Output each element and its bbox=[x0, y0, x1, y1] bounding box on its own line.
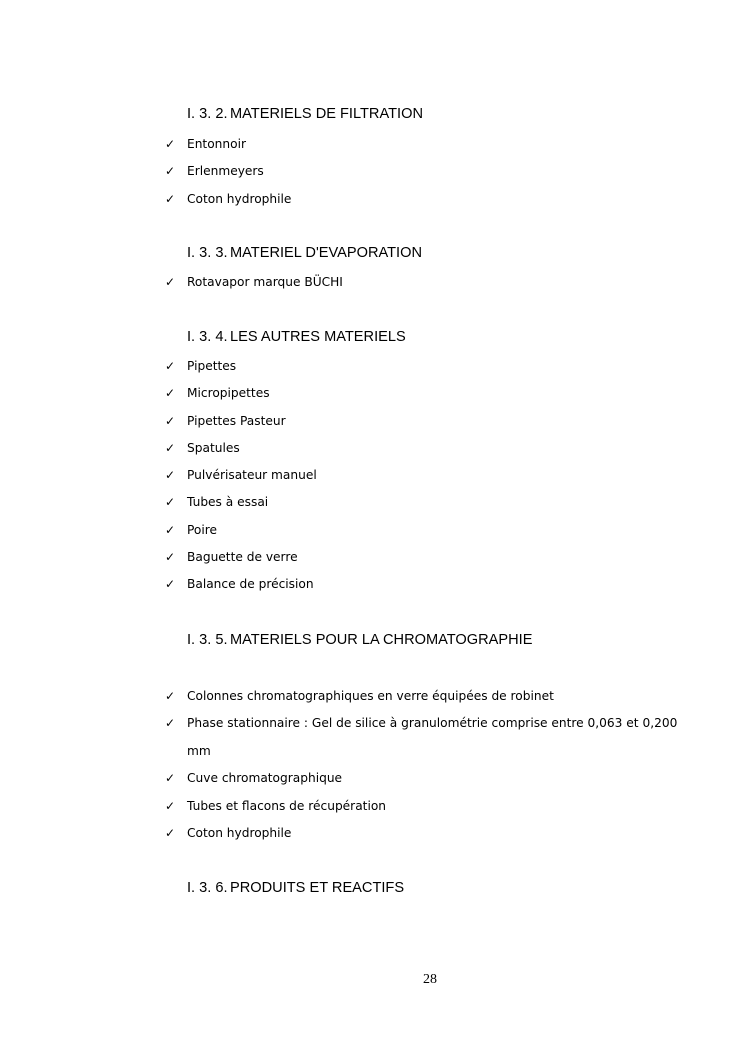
section-number: I. 3. 5. bbox=[187, 632, 228, 648]
section-heading bbox=[187, 105, 423, 123]
check-icon: ✓ bbox=[165, 359, 176, 373]
check-icon: ✓ bbox=[165, 386, 176, 401]
check-icon: ✓ bbox=[165, 689, 176, 703]
section-title: PRODUITS ET REACTIFS bbox=[230, 880, 405, 896]
check-icon: ✓ bbox=[165, 716, 176, 731]
section-number: I. 3. 2. bbox=[187, 106, 228, 122]
check-icon: ✓ bbox=[165, 275, 176, 289]
section-heading bbox=[187, 879, 404, 897]
check-icon: ✓ bbox=[165, 164, 176, 179]
check-icon: ✓ bbox=[165, 825, 176, 840]
check-icon: ✓ bbox=[165, 413, 176, 428]
check-icon: ✓ bbox=[165, 550, 176, 565]
check-icon: ✓ bbox=[165, 577, 176, 592]
check-icon: ✓ bbox=[165, 522, 176, 537]
section-title: MATERIEL D'EVAPORATION bbox=[230, 245, 422, 261]
check-icon: ✓ bbox=[165, 440, 176, 455]
document-page: I. 3. 2. MATERIELS DE FILTRATION ✓ Entonnoir ✓ Erlenmeyers ✓ Coton hydrophile I. 3. 3. MATERIEL D'EVAPORATION ✓ Rotavapor marque BÜCHI I. 3. 4. LES AUTRES MATERIELS ✓ Pipettes ✓ Micropipettes ✓ Pipettes Pasteur ✓ Spatules ✓ Pulvérisateur manuel ✓ Tubes à essai ✓ Poire ✓ Baguette de verre ✓ Balance de précision I. 3. 5. MATERIELS POUR LA CHROMATOGRAPHIE ✓ Colonnes chromatographiques en verre équipées de robinet ✓ Phase stationnaire : Gel de silice à granulométrie comprise entre 0,063 et 0,200 mm ✓ Cuve chromatographique ✓ Tubes et flacons de récupération ✓ Coton hydrophile I. 3. 6. PRODUITS ET REACTIFS 28 bbox=[0, 0, 745, 1053]
check-icon: ✓ bbox=[165, 798, 176, 813]
check-icon: ✓ bbox=[165, 191, 176, 206]
check-icon: ✓ bbox=[165, 137, 176, 151]
section-number: I. 3. 6. bbox=[187, 880, 228, 896]
check-icon: ✓ bbox=[165, 468, 176, 483]
section-heading bbox=[187, 244, 422, 262]
check-icon: ✓ bbox=[165, 495, 176, 510]
check-icon: ✓ bbox=[165, 771, 176, 786]
section-title: MATERIELS DE FILTRATION bbox=[230, 106, 423, 122]
section-number: I. 3. 4. bbox=[187, 329, 228, 345]
section-title: MATERIELS POUR LA CHROMATOGRAPHIE bbox=[230, 632, 533, 648]
section-number: I. 3. 3. bbox=[187, 245, 228, 261]
section-heading bbox=[187, 328, 406, 346]
section-title: LES AUTRES MATERIELS bbox=[230, 329, 406, 345]
page-number: 28 bbox=[423, 972, 437, 987]
section-heading bbox=[187, 631, 532, 649]
